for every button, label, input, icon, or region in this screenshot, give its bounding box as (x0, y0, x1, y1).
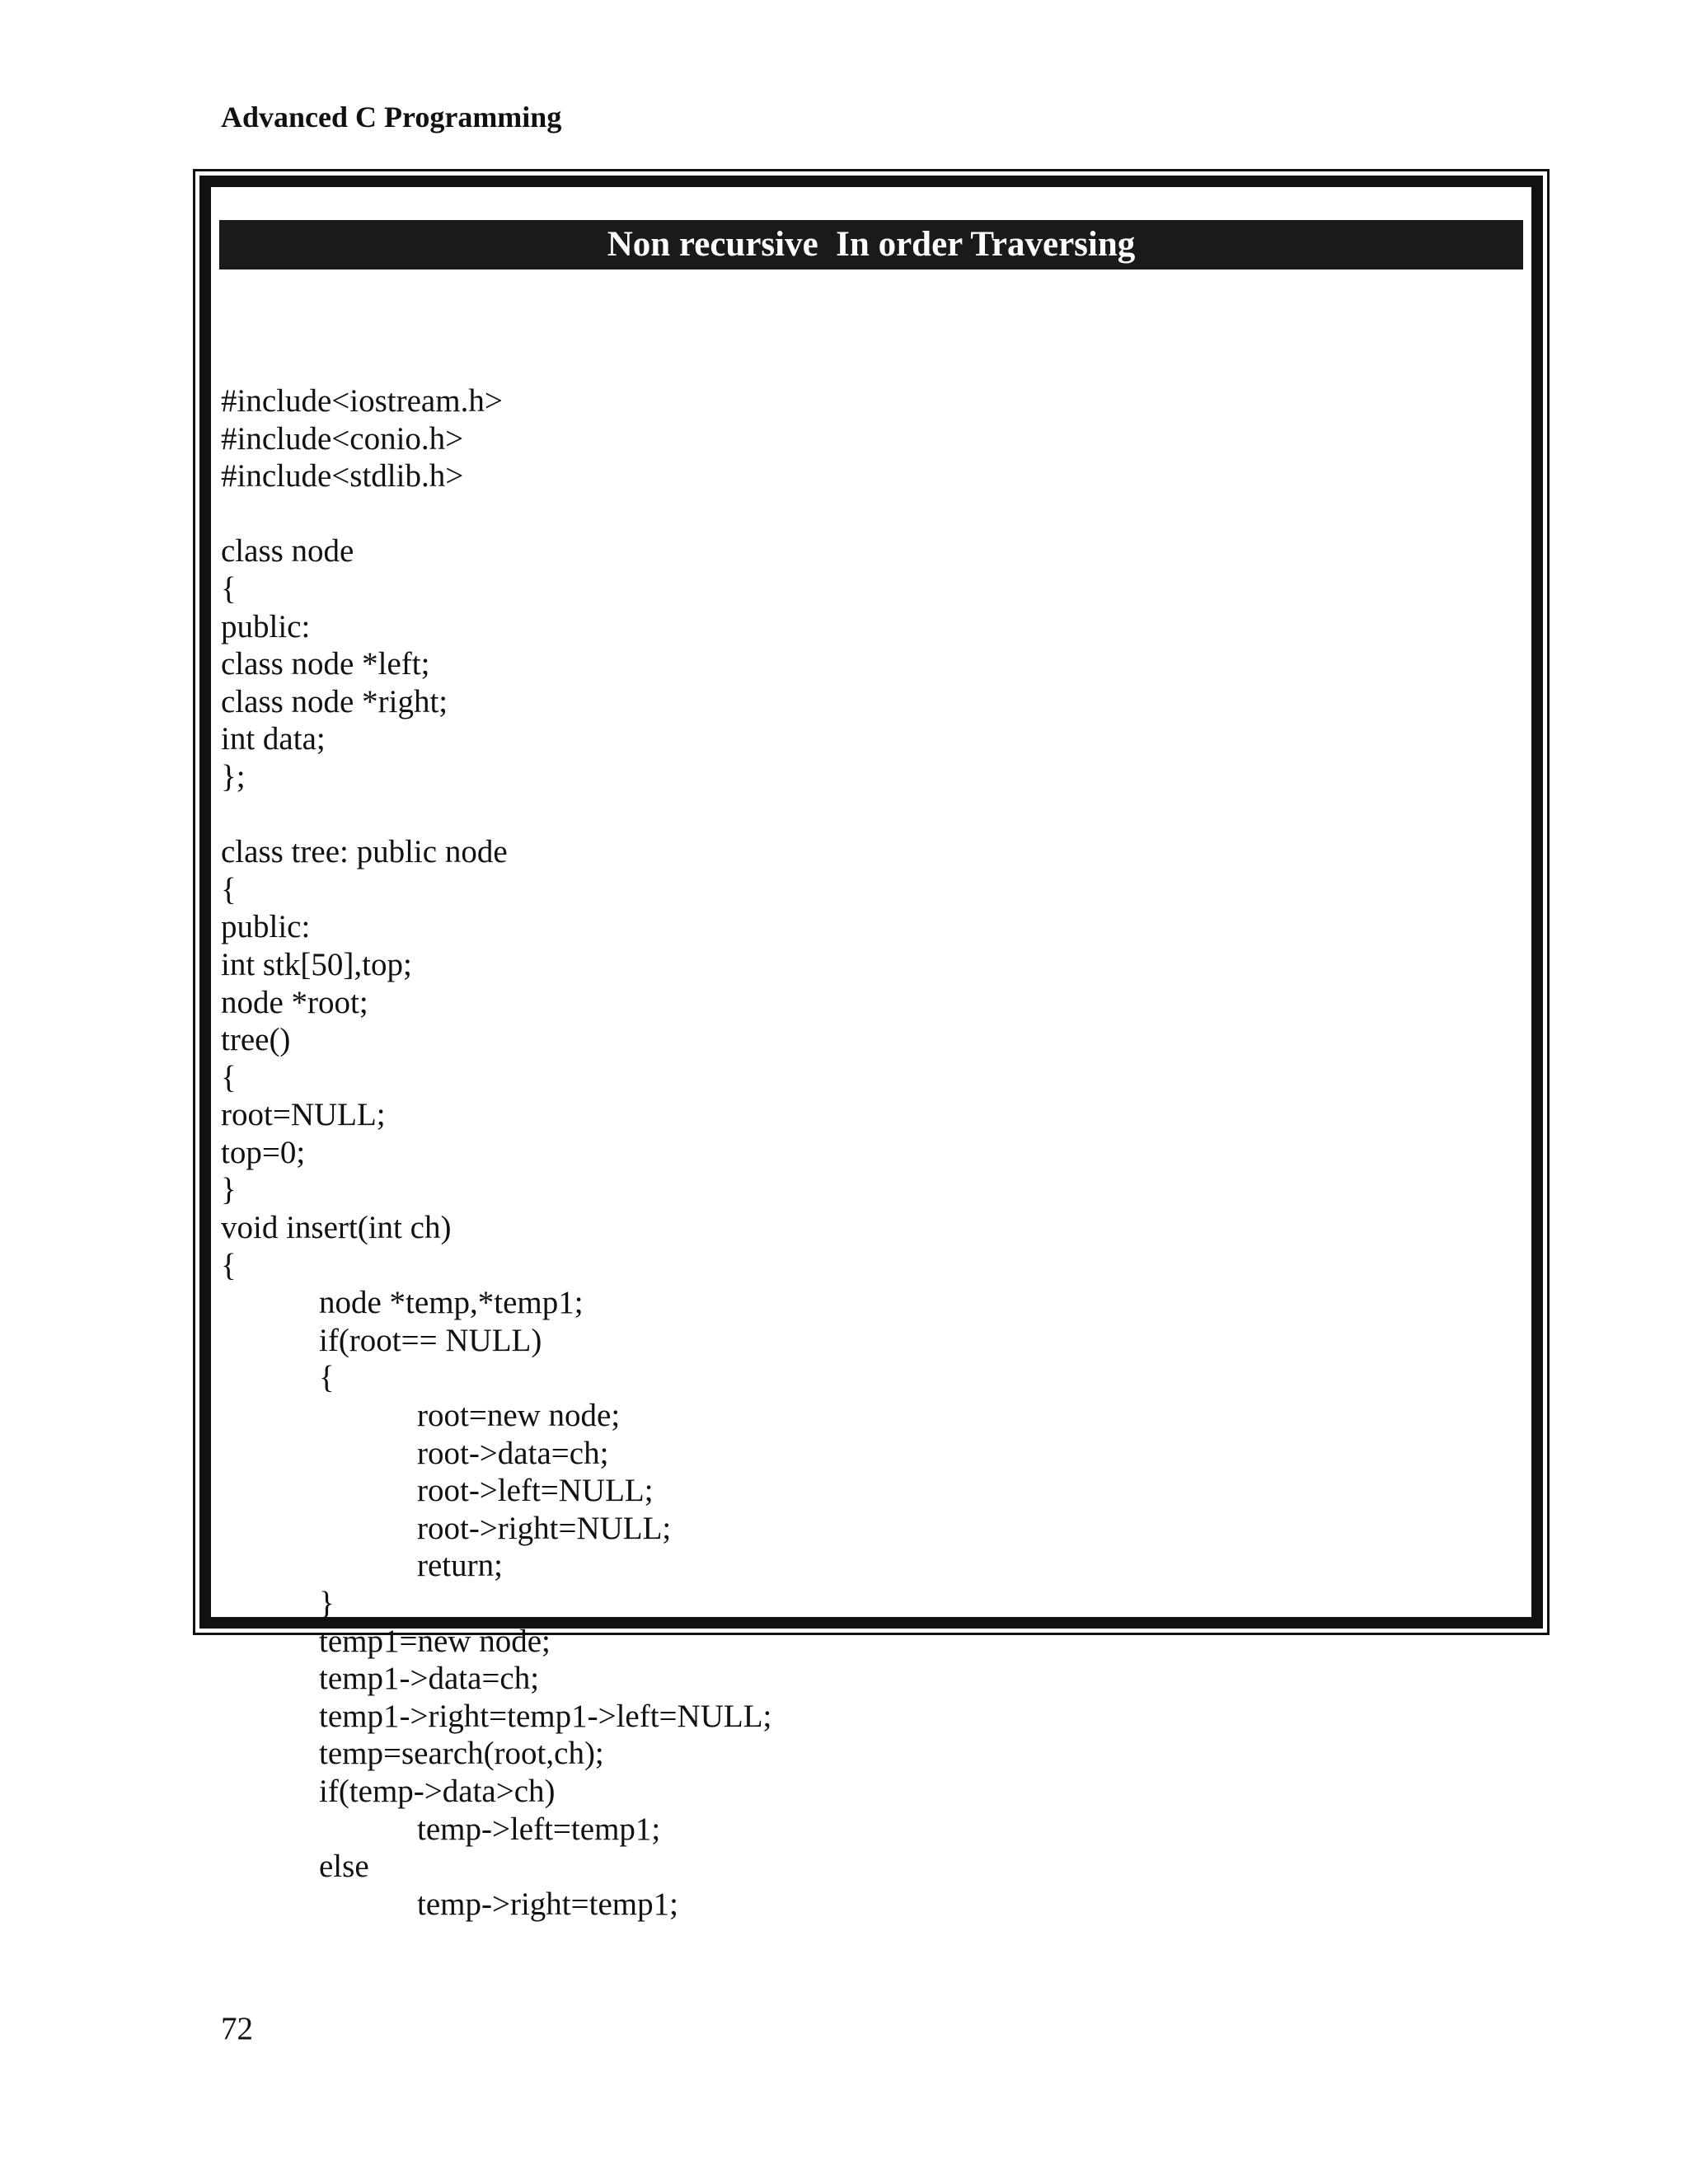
code-line: public: (221, 909, 311, 945)
code-line: #include<iostream.h> (221, 383, 503, 419)
code-line: } (221, 1172, 237, 1208)
code-line: temp1=new node; (319, 1623, 551, 1659)
code-line: #include<conio.h> (221, 420, 464, 457)
code-line: root->left=NULL; (417, 1473, 654, 1509)
code-line: int stk[50],top; (221, 946, 412, 982)
code-line: node *temp,*temp1; (319, 1285, 584, 1321)
code-line: class tree: public node (221, 834, 508, 870)
code-line (221, 796, 1507, 834)
code-line: root->data=ch; (417, 1435, 609, 1471)
code-line: temp=search(root,ch); (319, 1736, 604, 1772)
code-line: { (221, 1059, 237, 1095)
code-line: temp1->data=ch; (319, 1661, 540, 1697)
section-title: Non recursive In order Traversing (219, 220, 1523, 269)
code-line: else (319, 1849, 369, 1885)
code-line: temp->left=temp1; (417, 1811, 661, 1847)
code-line: { (221, 1247, 237, 1283)
code-line: return; (417, 1548, 503, 1584)
code-line: void insert(int ch) (221, 1210, 452, 1246)
code-line: { (319, 1360, 335, 1396)
running-header: Advanced C Programming (221, 101, 562, 134)
code-line: if(temp->data>ch) (319, 1773, 556, 1809)
code-line: root->right=NULL; (417, 1510, 672, 1546)
page-number: 72 (221, 2011, 253, 2046)
code-line: top=0; (221, 1134, 306, 1170)
code-line: } (319, 1586, 335, 1621)
code-line: class node (221, 533, 354, 569)
code-line: temp->right=temp1; (417, 1886, 678, 1922)
code-line: public: (221, 608, 311, 644)
code-line: int data; (221, 721, 326, 757)
code-listing (221, 382, 1507, 1923)
code-line: temp1->right=temp1->left=NULL; (319, 1698, 772, 1734)
code-line: class node *right; (221, 683, 448, 719)
code-line: if(root== NULL) (319, 1322, 542, 1358)
code-line: node *root; (221, 984, 368, 1020)
code-line: root=new node; (417, 1398, 621, 1434)
code-line: root=NULL; (221, 1097, 386, 1133)
code-line: { (221, 570, 237, 607)
code-line: { (221, 871, 237, 907)
code-line: #include<stdlib.h> (221, 458, 464, 494)
code-line (221, 495, 1507, 533)
code-line: tree() (221, 1022, 291, 1058)
code-line: class node *left; (221, 646, 430, 682)
code-line: }; (221, 758, 246, 794)
